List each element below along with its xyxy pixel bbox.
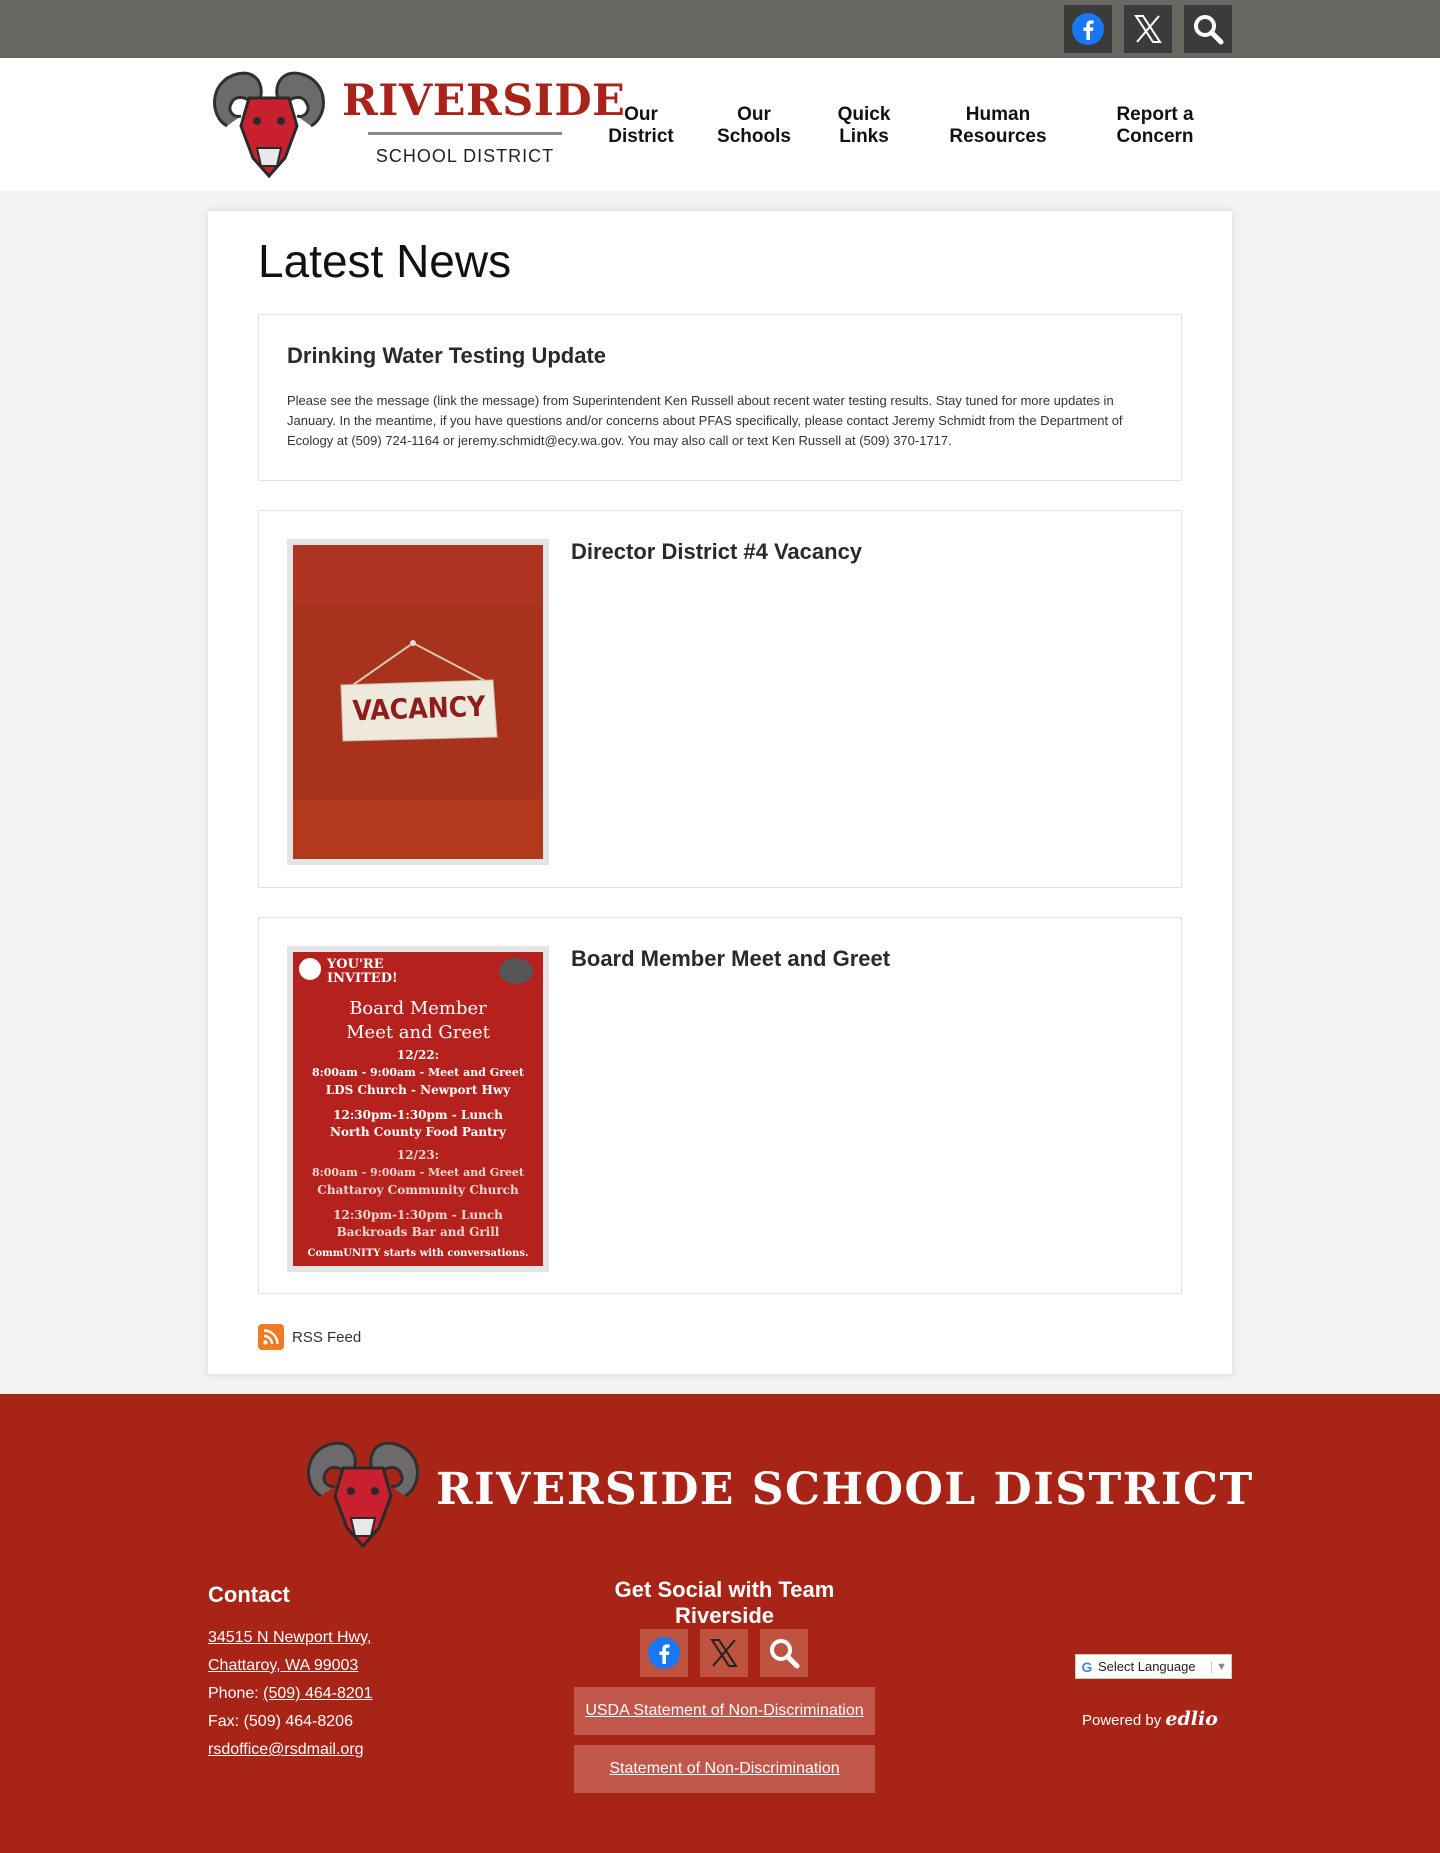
logo-wordmark[interactable]: RIVERSIDE [342,76,626,126]
nav-label-line1: Human [965,104,1031,125]
google-icon: G [1081,1658,1093,1675]
nav-label-line1: Quick [837,104,891,125]
fax-line: Fax: (509) 464-8206 [208,1713,353,1730]
logo-divider [368,132,562,135]
meet-greet-flyer [293,952,543,1266]
footer-search-icon[interactable] [760,1629,808,1677]
nav-quick-links[interactable] [824,104,904,148]
news-title[interactable]: Board Member Meet and Greet [571,946,891,971]
logo-subtitle[interactable]: SCHOOL DISTRICT [375,146,555,166]
nav-our-district[interactable] [606,104,676,148]
email-line[interactable] [208,1741,364,1759]
nondiscrimination-button[interactable]: Statement of Non-Discrimination [574,1745,875,1793]
news-body: Please see the message (link the message) from Superintendent Ken Russell about recent water testing results. Stay tuned for more updates in January. In the meantime, if you have questions and/or concerns about PFAS specifically, please contact Jeremy Schmidt from the Department of Ecology at (509) 724-1164 or jeremy.schmidt@ecy.wa.gov. You may also call or text Ken Russell at (509) 370-1717. [287,393,1123,448]
nav-label-line1: Our [737,104,771,125]
usda-nondiscrimination-button[interactable]: USDA Statement of Non-Discrimination [574,1687,875,1735]
nav-label-line2: Concern [1116,126,1194,147]
address-line1[interactable] [208,1629,371,1647]
x-icon[interactable] [1124,5,1172,53]
flyer-tagline: CommUNITY starts with conversations. [307,1248,529,1259]
nav-label-line1: Report a [1116,104,1194,125]
flyer-line: Chattaroy Community Church [317,1183,519,1197]
nav-human-resources[interactable] [944,104,1052,148]
footer-x-icon[interactable] [700,1629,748,1677]
flyer-heading: Board Member [349,998,487,1019]
footer-facebook-icon[interactable] [640,1629,688,1677]
flyer-line: North County Food Pantry [330,1125,506,1139]
phone-line [208,1685,373,1703]
contact-heading: Contact [208,1582,290,1607]
social-heading: Get Social with Team Riverside [614,1577,835,1628]
edlio-logo: edlio [1165,1708,1218,1730]
flyer-line: 12:30pm-1:30pm - Lunch [333,1108,503,1122]
nav-our-schools[interactable] [714,104,794,148]
utility-bar [0,0,1440,58]
nav-label-line2: District [608,126,674,147]
rss-icon [258,1324,284,1350]
news-item [258,314,1182,481]
flyer-badge: YOU'RE INVITED! [327,957,398,986]
flyer-line: 12:30pm-1:30pm - Lunch [333,1208,503,1222]
news-thumbnail[interactable] [287,946,549,1272]
ram-logo[interactable] [207,66,331,178]
ram-icon [499,958,533,984]
vacancy-image [293,545,543,859]
powered-prefix: Powered by [1082,1712,1162,1729]
flyer-heading: Meet and Greet [346,1022,490,1043]
news-title[interactable]: Director District #4 Vacancy [571,539,863,564]
nav-label-line2: Resources [949,126,1047,147]
nav-report-concern[interactable] [1106,104,1204,148]
email-link[interactable]: rsdoffice@rsdmail.org [208,1741,364,1758]
flyer-line: 8:00am - 9:00am - Meet and Greet [311,1166,525,1179]
address-link[interactable]: Chattaroy, WA 99003 [208,1657,359,1674]
facebook-icon[interactable] [1064,5,1112,53]
powered-by-edlio[interactable] [1082,1708,1218,1730]
language-label: Select Language [1098,1659,1196,1674]
flyer-line: LDS Church - Newport Hwy [325,1083,511,1097]
nav-label-line2: Links [839,126,889,147]
address-line2[interactable] [208,1657,358,1675]
rss-feed-link[interactable] [258,1324,361,1350]
news-thumbnail[interactable] [287,539,549,865]
page-title: Latest News [258,235,512,287]
language-select[interactable] [1075,1654,1232,1679]
flyer-line: 8:00am - 9:00am - Meet and Greet [311,1066,525,1079]
search-icon[interactable] [1184,5,1232,53]
footer-brand: RIVERSIDE SCHOOL DISTRICT [436,1464,1254,1515]
vacancy-sign-text: VACANCY [352,689,486,728]
phone-label: Phone: [208,1685,264,1702]
phone-link[interactable]: (509) 464-8201 [263,1685,373,1702]
news-item [258,917,1182,1294]
nav-label-line1: Our [624,104,658,125]
flyer-date: 12/22: [396,1048,440,1062]
news-title[interactable]: Drinking Water Testing Update [287,343,607,368]
flyer-date: 12/23: [396,1148,440,1162]
flyer-line: Backroads Bar and Grill [336,1225,500,1239]
rss-label: RSS Feed [292,1328,362,1346]
nav-label-line2: Schools [717,126,791,147]
footer-ram-logo [301,1436,425,1548]
megaphone-icon [299,958,321,980]
address-link[interactable]: 34515 N Newport Hwy, [208,1629,372,1646]
news-item [258,510,1182,888]
chevron-down-icon: ▼ [1211,1661,1227,1673]
